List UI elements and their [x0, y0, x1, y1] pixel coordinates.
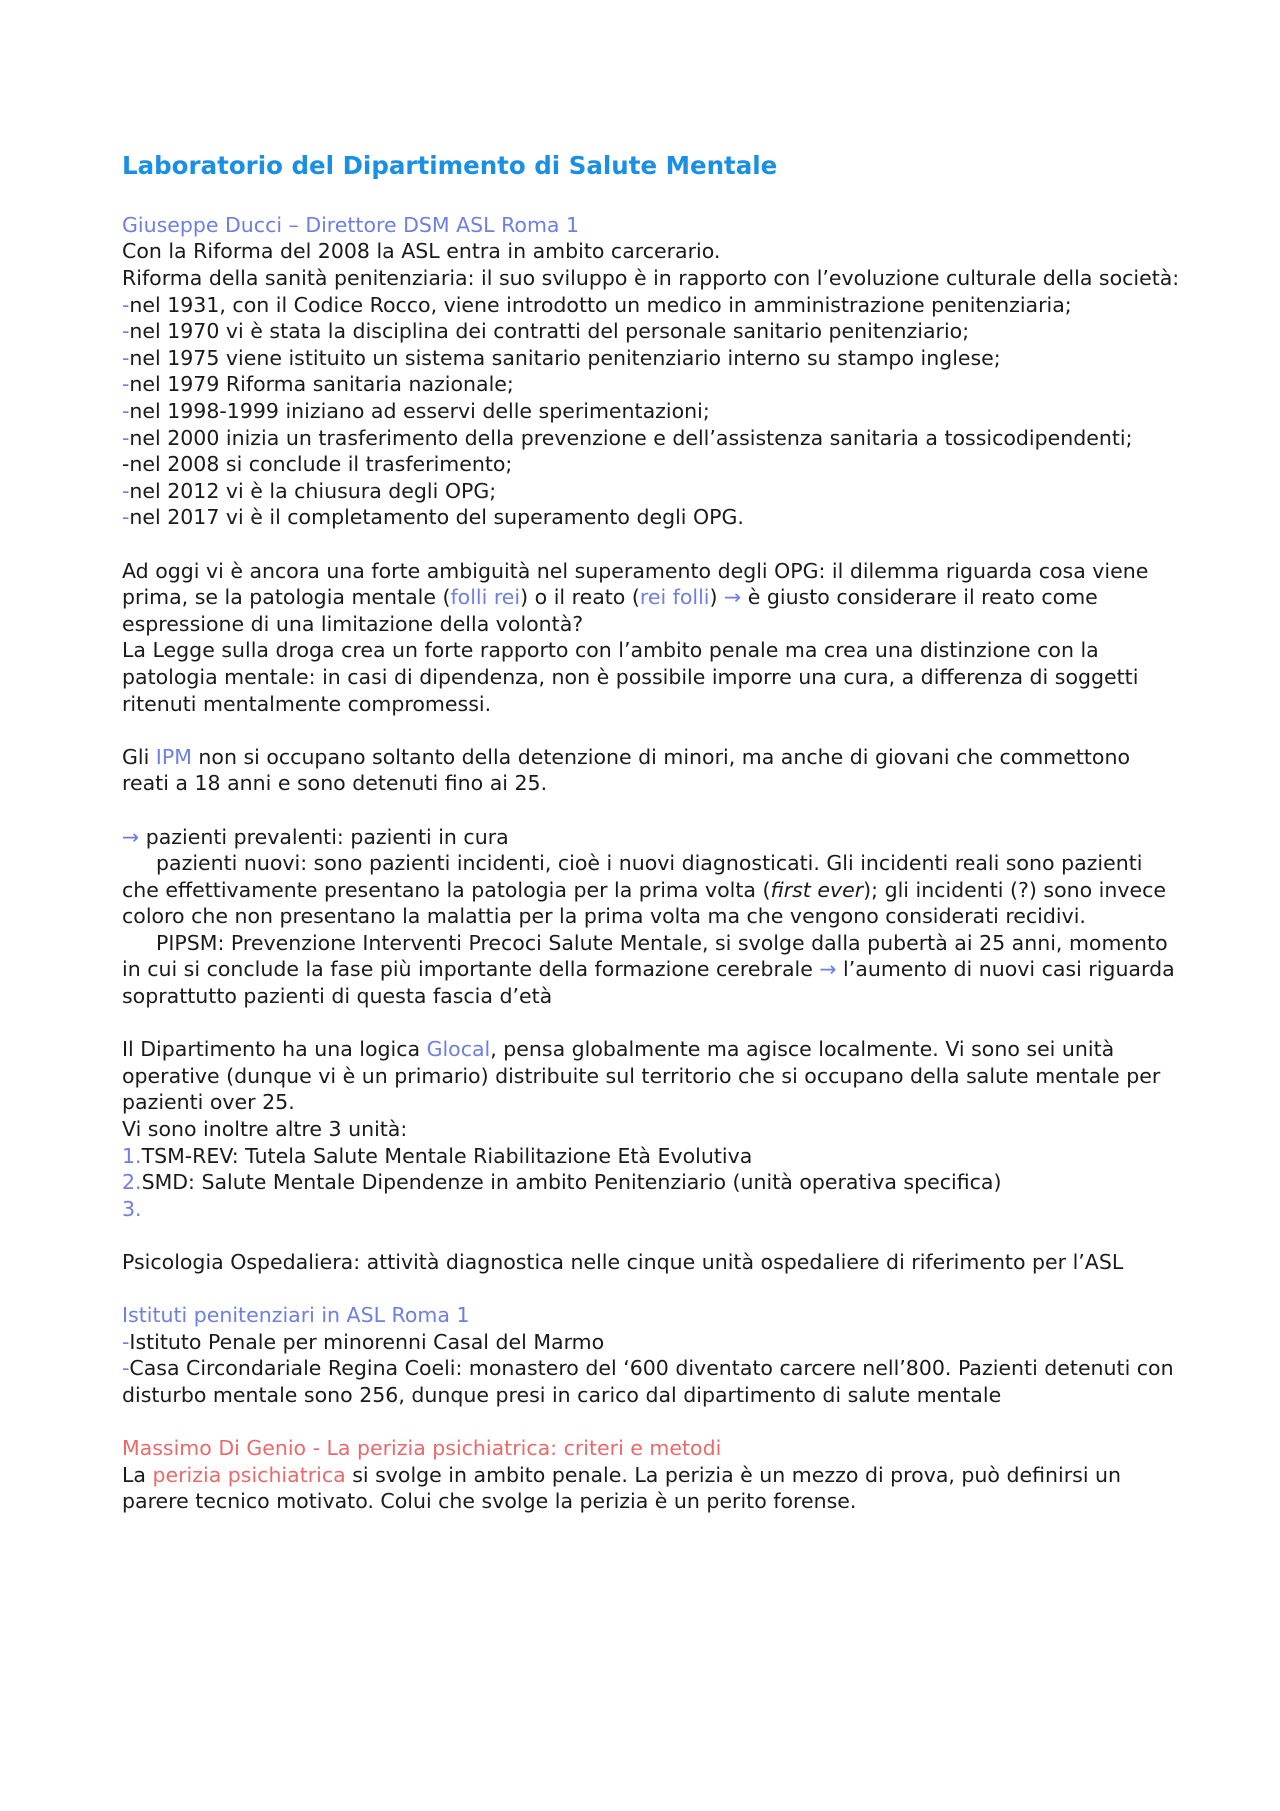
paragraph-droga: La Legge sulla droga crea un forte rapporto con l’ambito penale ma crea una distinzione con la patologia mentale: in casi di dipendenza, non è possibile imporre una cura, a differenza di soggetti ritenuti mentalmente compromessi.: [122, 638, 1139, 716]
list-dash: -: [122, 319, 130, 344]
section-ducci: [122, 212, 1180, 1515]
paragraph-ipm: Gli IPM non si occupano soltanto della detenzione di minori, ma anche di giovani che commettono reati a 18 anni e sono detenuti fino ai 25.: [122, 744, 1131, 796]
list-item: -nel 2017 vi è il completamento del superamento degli OPG.: [122, 505, 744, 530]
paragraph-pazienti: → pazienti prevalenti: pazienti in cura: [122, 824, 509, 849]
paragraph-psicologia: Psicologia Ospedaliera: attività diagnostica nelle cinque unità ospedaliere di riferimento per l’ASL: [122, 1250, 1124, 1274]
section-heading-ducci: Giuseppe Ducci – Direttore DSM ASL Roma 1: [122, 212, 580, 237]
paragraph-pazienti-nuovi: pazienti nuovi: sono pazienti incidenti, cioè i nuovi diagnosticati. Gli incidenti reali sono pazienti che effettivamente presentano la patologia per la prima volta (first ever); gli incidenti (?) sono invece coloro che non presentano la malattia per la prima volta ma che vengono considerati recidivi.: [122, 851, 1167, 929]
list-item: -nel 1970 vi è stata la disciplina dei contratti del personale sanitario penitenziario;: [122, 319, 970, 344]
term-rei-folli: rei folli: [639, 585, 710, 610]
paragraph-opg: Ad oggi vi è ancora una forte ambiguità nel superamento degli OPG: il dilemma riguarda cosa viene prima, se la patologia mentale (folli rei) o il reato (rei folli) → è giusto considerare il reato come espressione di una limitazione della volontà?: [122, 558, 1149, 636]
section-heading-istituti: Istituti penitenziari in ASL Roma 1: [122, 1303, 470, 1328]
paragraph-perizia: La perizia psichiatrica si svolge in ambito penale. La perizia è un mezzo di prova, può definirsi un parere tecnico motivato. Colui che svolge la perizia è un perito forense.: [122, 1462, 1122, 1514]
list-dash: -: [122, 505, 130, 530]
list-item: -nel 2000 inizia un trasferimento della prevenzione e dell’assistenza sanitaria a tossicodipendenti;: [122, 425, 1133, 450]
term-ipm: IPM: [155, 744, 192, 769]
list-item: -nel 1931, con il Codice Rocco, viene introdotto un medico in amministrazione penitenziaria;: [122, 292, 1072, 317]
list-dash: -: [122, 1356, 130, 1381]
term-first-ever: first ever: [770, 877, 864, 902]
list-item: -nel 2008 si conclude il trasferimento;: [122, 452, 513, 477]
term-perizia-psichiatrica: perizia psichiatrica: [152, 1462, 346, 1487]
numbered-item: 2.SMD: Salute Mentale Dipendenze in ambito Penitenziario (unità operativa specifica): [122, 1170, 1002, 1195]
list-dash: -: [122, 399, 130, 423]
arrow-right-icon: →: [122, 824, 140, 849]
numbered-item: [122, 1196, 1180, 1223]
list-item: -nel 2012 vi è la chiusura degli OPG;: [122, 478, 497, 503]
paragraph: Con la Riforma del 2008 la ASL entra in ambito carcerario.: [122, 239, 721, 264]
list-item: -nel 1975 viene istituito un sistema sanitario penitenziario interno su stampo inglese;: [122, 345, 1001, 370]
list-dash: -: [122, 425, 130, 450]
paragraph: Vi sono inoltre altre 3 unità:: [122, 1117, 408, 1142]
document-title: Laboratorio del Dipartimento di Salute Mentale: [122, 151, 778, 180]
list-dash: -: [122, 1329, 130, 1354]
list-item: -Istituto Penale per minorenni Casal del Marmo: [122, 1329, 605, 1354]
term-glocal: Glocal: [426, 1037, 491, 1062]
arrow-right-icon: →: [819, 957, 837, 982]
list-number: 3.: [122, 1196, 142, 1221]
arrow-right-icon: →: [724, 585, 742, 610]
list-dash: -: [122, 478, 130, 503]
paragraph-pipsm: PIPSM: Prevenzione Interventi Precoci Salute Mentale, si svolge dalla pubertà ai 25 anni, momento in cui si conclude la fase più importante della formazione cerebrale → l’aumento di nuovi casi riguarda soprattutto pazienti di questa fascia d’età: [122, 930, 1175, 1009]
numbered-item: 1.TSM-REV: Tutela Salute Mentale Riabilitazione Età Evolutiva: [122, 1143, 753, 1168]
paragraph-glocal: Il Dipartimento ha una logica Glocal, pensa globalmente ma agisce localmente. Vi sono sei unità operative (dunque vi è un primario) distribuite sul territorio che si occupano della salute mentale per pazienti over 25.: [122, 1037, 1161, 1115]
list-item: -Casa Circondariale Regina Coeli: monastero del ‘600 diventato carcere nell’800. Pazienti detenuti con disturbo mentale sono 256, dunque presi in carico dal dipartimento di salute mentale: [122, 1356, 1174, 1407]
list-dash: -: [122, 345, 130, 370]
term-folli-rei: folli rei: [450, 585, 521, 610]
list-dash: -: [122, 292, 130, 317]
paragraph: Riforma della sanità penitenziaria: il suo sviluppo è in rapporto con l’evoluzione culturale della società:: [122, 266, 1180, 291]
list-item: -nel 1979 Riforma sanitaria nazionale;: [122, 372, 514, 397]
list-number: 2.: [122, 1170, 142, 1195]
list-item: -nel 1998-1999 iniziano ad esservi delle sperimentazioni;: [122, 399, 710, 423]
list-dash: -: [122, 372, 130, 397]
section-heading-di-genio: Massimo Di Genio - La perizia psichiatrica: criteri e metodi: [122, 1436, 722, 1461]
list-number: 1.: [122, 1143, 142, 1168]
